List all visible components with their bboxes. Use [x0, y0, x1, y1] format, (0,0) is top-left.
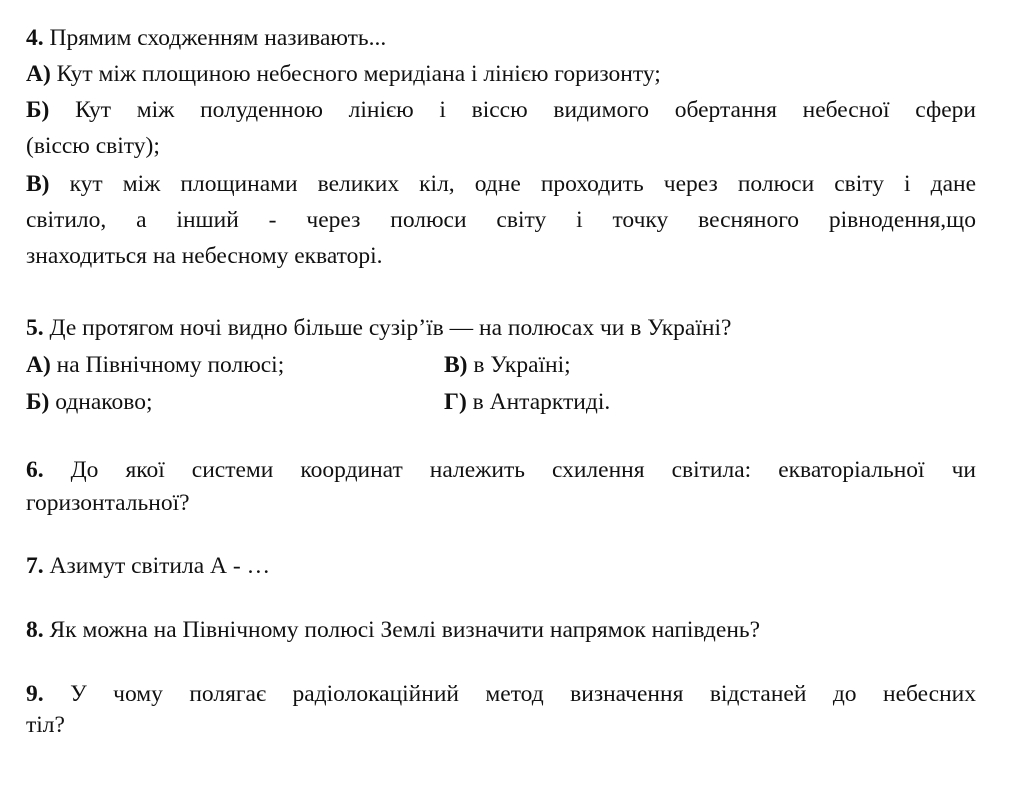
option-label: Г) [444, 389, 467, 415]
option-label: А) [26, 61, 51, 87]
question-5-title [26, 317, 731, 341]
question-text: Як можна на Північному полюсі Землі визначити напрямок напівдень? [49, 617, 761, 643]
question-text: Де протягом ночі видно більше сузір’їв — на полюсах чи в Україні? [49, 315, 732, 341]
question-4-title [26, 27, 386, 51]
option-d [444, 391, 610, 415]
option-b [26, 99, 976, 123]
option-b [26, 391, 152, 415]
option-label: Б) [26, 97, 50, 123]
option-c [26, 173, 976, 197]
question-8-title [26, 619, 760, 643]
option-text: в Україні; [473, 352, 571, 378]
option-text: в Антарктиді. [472, 389, 611, 415]
question-text: Прямим сходженням називають... [49, 25, 387, 51]
option-label: В) [444, 352, 468, 378]
question-7-title [26, 555, 270, 579]
option-text: Кут між полуденною лінією і віссю видимого обертання небесної сфери [75, 97, 977, 123]
option-text: на Північному полюсі; [56, 352, 285, 378]
question-text: У чому полягає радіолокаційний метод визначення відстаней до небесних [70, 681, 977, 707]
question-text: Азимут світила А - … [49, 553, 271, 579]
option-text: Кут між площиною небесного меридіана і лінією горизонту; [56, 61, 661, 87]
question-number: 8. [26, 617, 44, 643]
option-label: В) [26, 171, 50, 197]
question-number: 7. [26, 553, 44, 579]
question-6-title [26, 459, 976, 483]
question-number: 9. [26, 681, 44, 707]
option-text: кут між площинами великих кіл, одне проходить через полюси світу і дане [69, 171, 977, 197]
option-c [444, 354, 571, 378]
question-number: 6. [26, 457, 44, 483]
option-b-continued: (віссю світу); [26, 133, 160, 159]
option-c-continued-1: світило, а інший - через полюси світу і точку весняного рівнодення,що [26, 207, 976, 233]
question-number: 4. [26, 25, 44, 51]
question-9-continued: тіл? [26, 712, 65, 738]
option-label: А) [26, 352, 51, 378]
question-6-continued: горизонтальної? [26, 490, 190, 516]
option-text: однаково; [55, 389, 153, 415]
option-c-continued-2: знаходиться на небесному екваторі. [26, 243, 383, 269]
question-9-title [26, 683, 976, 707]
option-label: Б) [26, 389, 50, 415]
option-a [26, 63, 661, 87]
question-number: 5. [26, 315, 44, 341]
question-text: До якої системи координат належить схилення світила: екваторіальної чи [70, 457, 976, 483]
option-a [26, 354, 284, 378]
